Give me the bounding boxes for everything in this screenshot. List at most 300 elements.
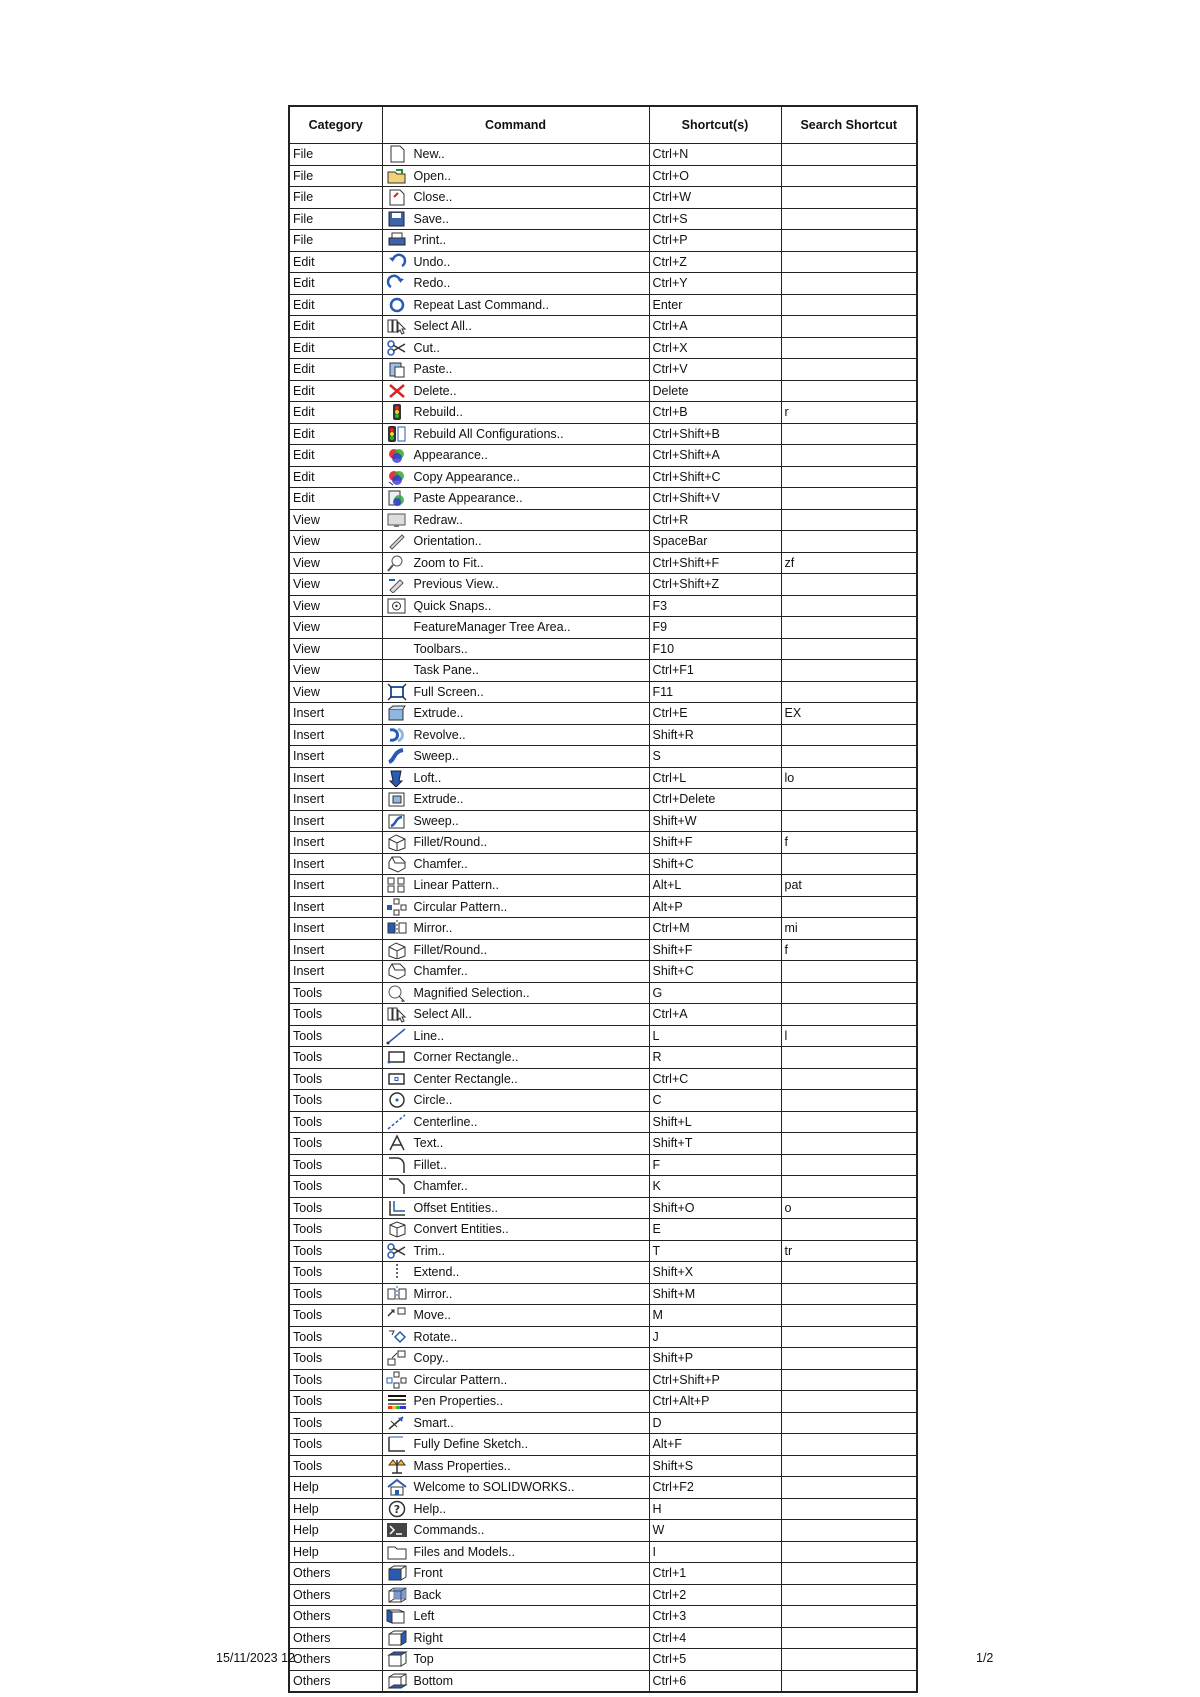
- cell-search-shortcut: [781, 380, 917, 402]
- cell-search-shortcut: [781, 1305, 917, 1327]
- cell-search-shortcut: [781, 961, 917, 983]
- command-label: Mass Properties..: [413, 1458, 511, 1473]
- cell-shortcut: Ctrl+L: [649, 767, 781, 789]
- cell-command: [382, 875, 649, 897]
- cell-search-shortcut: f: [781, 939, 917, 961]
- view-front-icon: [386, 1564, 408, 1582]
- cell-command: [382, 531, 649, 553]
- cell-category: Tools: [289, 1090, 382, 1112]
- command-label: Line..: [413, 1028, 445, 1043]
- cell-command: [382, 574, 649, 596]
- command-label: Centerline..: [413, 1114, 478, 1129]
- cell-command: [382, 251, 649, 273]
- cell-category: Tools: [289, 1025, 382, 1047]
- cell-command: [382, 767, 649, 789]
- command-label: Mirror..: [413, 1286, 453, 1301]
- cell-category: Insert: [289, 853, 382, 875]
- cell-search-shortcut: [781, 638, 917, 660]
- table-row: [289, 1090, 917, 1112]
- move-icon: [386, 1306, 408, 1324]
- cell-command: [382, 1090, 649, 1112]
- cell-search-shortcut: [781, 251, 917, 273]
- cell-search-shortcut: [781, 1455, 917, 1477]
- cell-search-shortcut: l: [781, 1025, 917, 1047]
- cell-shortcut: Shift+P: [649, 1348, 781, 1370]
- cell-shortcut: Ctrl+Y: [649, 273, 781, 295]
- cell-command: [382, 1348, 649, 1370]
- cell-shortcut: K: [649, 1176, 781, 1198]
- cell-shortcut: Alt+L: [649, 875, 781, 897]
- table-row: [289, 1627, 917, 1649]
- cell-search-shortcut: [781, 574, 917, 596]
- cell-category: Tools: [289, 1305, 382, 1327]
- cell-search-shortcut: r: [781, 402, 917, 424]
- cell-command: [382, 208, 649, 230]
- cell-category: Tools: [289, 1111, 382, 1133]
- command-label: Save..: [413, 211, 449, 226]
- table-row: [289, 187, 917, 209]
- cell-command: [382, 316, 649, 338]
- cell-command: [382, 230, 649, 252]
- mass-properties-icon: [386, 1457, 408, 1475]
- view-back-icon: [386, 1586, 408, 1604]
- cell-command: [382, 552, 649, 574]
- command-label: Extrude..: [413, 792, 464, 807]
- cell-search-shortcut: [781, 1606, 917, 1628]
- command-label: Fillet/Round..: [413, 835, 488, 850]
- cell-shortcut: Shift+X: [649, 1262, 781, 1284]
- table-row: [289, 896, 917, 918]
- cell-search-shortcut: [781, 144, 917, 166]
- cell-category: Edit: [289, 294, 382, 316]
- cell-search-shortcut: [781, 466, 917, 488]
- cell-search-shortcut: mi: [781, 918, 917, 940]
- cell-command: [382, 1520, 649, 1542]
- appearance-icon: [386, 446, 408, 464]
- cell-search-shortcut: [781, 187, 917, 209]
- command-label: Orientation..: [413, 534, 482, 549]
- open-folder-icon: [386, 167, 408, 185]
- footer-page-number: 1/2: [976, 1651, 994, 1665]
- table-row: [289, 982, 917, 1004]
- cell-category: Tools: [289, 1068, 382, 1090]
- cell-command: [382, 488, 649, 510]
- cell-command: [382, 1369, 649, 1391]
- cell-command: [382, 1133, 649, 1155]
- cell-search-shortcut: [781, 1434, 917, 1456]
- folder-icon: [386, 1543, 408, 1561]
- cell-category: Tools: [289, 1434, 382, 1456]
- table-row: [289, 423, 917, 445]
- rebuild-all-icon: [386, 425, 408, 443]
- cell-category: Others: [289, 1563, 382, 1585]
- table-row: [289, 1606, 917, 1628]
- trim-icon: [386, 1242, 408, 1260]
- table-row: [289, 1025, 917, 1047]
- cell-command: [382, 1305, 649, 1327]
- cell-shortcut: F11: [649, 681, 781, 703]
- copy-appearance-icon: [386, 468, 408, 486]
- command-label: Convert Entities..: [413, 1222, 509, 1237]
- cell-shortcut: F10: [649, 638, 781, 660]
- command-label: Delete..: [413, 383, 457, 398]
- revolve-icon: [386, 726, 408, 744]
- cell-search-shortcut: f: [781, 832, 917, 854]
- cell-command: [382, 1649, 649, 1671]
- cell-command: [382, 466, 649, 488]
- fully-define-sketch-icon: [386, 1435, 408, 1453]
- cell-shortcut: Shift+R: [649, 724, 781, 746]
- cell-search-shortcut: [781, 1541, 917, 1563]
- cell-category: View: [289, 595, 382, 617]
- select-all-icon: [386, 317, 408, 335]
- cell-search-shortcut: [781, 1348, 917, 1370]
- save-icon: [386, 210, 408, 228]
- command-label: Revolve..: [413, 727, 466, 742]
- command-label: Sweep..: [413, 813, 459, 828]
- cell-search-shortcut: tr: [781, 1240, 917, 1262]
- paste-appearance-icon: [386, 489, 408, 507]
- command-label: Welcome to SOLIDWORKS..: [413, 1480, 575, 1495]
- table-row: [289, 1326, 917, 1348]
- cell-category: Others: [289, 1627, 382, 1649]
- table-row: [289, 144, 917, 166]
- cell-shortcut: Ctrl+A: [649, 1004, 781, 1026]
- cell-shortcut: L: [649, 1025, 781, 1047]
- cell-category: Help: [289, 1477, 382, 1499]
- table-row: [289, 294, 917, 316]
- cell-search-shortcut: [781, 445, 917, 467]
- table-row: [289, 1477, 917, 1499]
- copy-icon: [386, 1349, 408, 1367]
- shortcut-table: [288, 105, 918, 1693]
- cell-command: [382, 294, 649, 316]
- view-bottom-icon: [386, 1672, 408, 1690]
- orientation-icon: [386, 532, 408, 550]
- table-row: [289, 810, 917, 832]
- cell-category: View: [289, 660, 382, 682]
- delete-x-icon: [386, 382, 408, 400]
- cell-category: Insert: [289, 896, 382, 918]
- cell-category: Tools: [289, 1262, 382, 1284]
- sketch-mirror-icon: [386, 1285, 408, 1303]
- cell-shortcut: Shift+C: [649, 961, 781, 983]
- command-label: Mirror..: [413, 921, 453, 936]
- table-row: [289, 445, 917, 467]
- table-row: [289, 208, 917, 230]
- command-label: Zoom to Fit..: [413, 555, 484, 570]
- header-shortcuts: Shortcut(s): [649, 106, 781, 144]
- no-icon: [386, 640, 408, 658]
- cell-shortcut: Ctrl+A: [649, 316, 781, 338]
- cell-category: Others: [289, 1670, 382, 1692]
- sweep-icon: [386, 747, 408, 765]
- cell-shortcut: SpaceBar: [649, 531, 781, 553]
- table-row: [289, 1670, 917, 1692]
- cell-category: Help: [289, 1498, 382, 1520]
- cell-search-shortcut: [781, 617, 917, 639]
- cell-category: Edit: [289, 402, 382, 424]
- convert-entities-icon: [386, 1220, 408, 1238]
- quick-snaps-icon: [386, 597, 408, 615]
- cell-category: View: [289, 638, 382, 660]
- cell-command: [382, 703, 649, 725]
- cell-category: Tools: [289, 982, 382, 1004]
- cell-category: Edit: [289, 316, 382, 338]
- table-row: [289, 1541, 917, 1563]
- cell-command: [382, 1111, 649, 1133]
- cell-category: Edit: [289, 423, 382, 445]
- cell-category: Tools: [289, 1004, 382, 1026]
- extrude-icon: [386, 704, 408, 722]
- table-row: [289, 316, 917, 338]
- no-icon: [386, 661, 408, 679]
- view-left-icon: [386, 1607, 408, 1625]
- table-row: [289, 724, 917, 746]
- cell-search-shortcut: [781, 509, 917, 531]
- cell-category: Others: [289, 1649, 382, 1671]
- cell-search-shortcut: zf: [781, 552, 917, 574]
- cell-category: Tools: [289, 1133, 382, 1155]
- cell-command: [382, 1563, 649, 1585]
- cell-search-shortcut: [781, 1047, 917, 1069]
- sketch-fillet-icon: [386, 1156, 408, 1174]
- cell-shortcut: Shift+L: [649, 1111, 781, 1133]
- command-label: Paste..: [413, 362, 453, 377]
- cell-category: Tools: [289, 1197, 382, 1219]
- previous-view-icon: [386, 575, 408, 593]
- table-row: [289, 638, 917, 660]
- cell-shortcut: Ctrl+Z: [649, 251, 781, 273]
- command-label: Chamfer..: [413, 1179, 468, 1194]
- command-label: Left: [413, 1609, 435, 1624]
- command-label: Loft..: [413, 770, 442, 785]
- command-label: Print..: [413, 233, 447, 248]
- cell-shortcut: D: [649, 1412, 781, 1434]
- table-row: [289, 1154, 917, 1176]
- command-label: Sweep..: [413, 749, 459, 764]
- table-row: [289, 746, 917, 768]
- select-all-icon: [386, 1005, 408, 1023]
- cell-search-shortcut: lo: [781, 767, 917, 789]
- cell-shortcut: Ctrl+M: [649, 918, 781, 940]
- cell-search-shortcut: [781, 1520, 917, 1542]
- cell-shortcut: Ctrl+2: [649, 1584, 781, 1606]
- table-header-row: [289, 106, 917, 144]
- cell-search-shortcut: [781, 660, 917, 682]
- table-row: [289, 337, 917, 359]
- cell-command: [382, 982, 649, 1004]
- extend-icon: [386, 1263, 408, 1281]
- cell-shortcut: Ctrl+V: [649, 359, 781, 381]
- cell-shortcut: Ctrl+3: [649, 1606, 781, 1628]
- command-label: Open..: [413, 168, 452, 183]
- paste-icon: [386, 360, 408, 378]
- header-category: Category: [289, 106, 382, 144]
- table-row: [289, 380, 917, 402]
- table-row: [289, 509, 917, 531]
- cell-category: Insert: [289, 918, 382, 940]
- cell-category: Insert: [289, 939, 382, 961]
- cell-command: [382, 1240, 649, 1262]
- command-label: Circle..: [413, 1093, 453, 1108]
- cell-shortcut: F3: [649, 595, 781, 617]
- command-label: Quick Snaps..: [413, 598, 492, 613]
- table-row: [289, 1262, 917, 1284]
- cell-command: [382, 1455, 649, 1477]
- line-icon: [386, 1027, 408, 1045]
- cell-category: Insert: [289, 810, 382, 832]
- cell-command: [382, 187, 649, 209]
- command-label: Copy Appearance..: [413, 469, 520, 484]
- table-row: [289, 251, 917, 273]
- cell-category: Edit: [289, 273, 382, 295]
- cell-shortcut: F: [649, 1154, 781, 1176]
- cell-search-shortcut: [781, 1090, 917, 1112]
- table-row: [289, 918, 917, 940]
- cell-category: Help: [289, 1541, 382, 1563]
- cell-shortcut: Ctrl+B: [649, 402, 781, 424]
- cell-command: [382, 509, 649, 531]
- cell-category: Tools: [289, 1412, 382, 1434]
- table-row: [289, 552, 917, 574]
- cell-search-shortcut: [781, 1477, 917, 1499]
- table-row: [289, 703, 917, 725]
- redraw-icon: [386, 511, 408, 529]
- cell-shortcut: Ctrl+Shift+B: [649, 423, 781, 445]
- cell-category: File: [289, 144, 382, 166]
- cell-category: Tools: [289, 1240, 382, 1262]
- cell-shortcut: Shift+S: [649, 1455, 781, 1477]
- table-row: [289, 1369, 917, 1391]
- table-row: [289, 1219, 917, 1241]
- cell-command: [382, 337, 649, 359]
- cell-shortcut: Alt+P: [649, 896, 781, 918]
- cell-category: Insert: [289, 746, 382, 768]
- smart-dimension-icon: [386, 1414, 408, 1432]
- command-label: Rebuild All Configurations..: [413, 426, 564, 441]
- cell-command: [382, 660, 649, 682]
- cell-search-shortcut: [781, 1283, 917, 1305]
- cell-command: [382, 273, 649, 295]
- chamfer-icon: [386, 855, 408, 873]
- cell-command: [382, 1412, 649, 1434]
- cell-command: [382, 746, 649, 768]
- cell-search-shortcut: [781, 1563, 917, 1585]
- table-row: [289, 1197, 917, 1219]
- cell-command: [382, 144, 649, 166]
- cell-category: File: [289, 230, 382, 252]
- cell-search-shortcut: [781, 294, 917, 316]
- cell-category: Tools: [289, 1326, 382, 1348]
- table-row: [289, 1004, 917, 1026]
- table-row: [289, 1240, 917, 1262]
- cell-category: View: [289, 509, 382, 531]
- cell-shortcut: Ctrl+O: [649, 165, 781, 187]
- cell-command: [382, 896, 649, 918]
- shortcut-table-container: [288, 105, 916, 1693]
- cell-command: [382, 1262, 649, 1284]
- cell-category: Tools: [289, 1348, 382, 1370]
- view-top-icon: [386, 1650, 408, 1668]
- cell-category: Insert: [289, 961, 382, 983]
- command-label: Bottom: [413, 1673, 454, 1688]
- center-rectangle-icon: [386, 1070, 408, 1088]
- scissors-icon: [386, 339, 408, 357]
- cell-category: Tools: [289, 1047, 382, 1069]
- table-body: [289, 144, 917, 1693]
- cell-shortcut: W: [649, 1520, 781, 1542]
- traffic-light-icon: [386, 403, 408, 421]
- cell-shortcut: Ctrl+F1: [649, 660, 781, 682]
- cell-command: [382, 445, 649, 467]
- command-label: Rebuild..: [413, 405, 463, 420]
- cell-shortcut: C: [649, 1090, 781, 1112]
- table-row: [289, 165, 917, 187]
- cell-category: Tools: [289, 1219, 382, 1241]
- cell-category: Others: [289, 1606, 382, 1628]
- svg-text:?: ?: [393, 1502, 400, 1516]
- sketch-chamfer-icon: [386, 1177, 408, 1195]
- cell-category: Tools: [289, 1176, 382, 1198]
- home-icon: [386, 1478, 408, 1496]
- command-label: Appearance..: [413, 448, 488, 463]
- cell-shortcut: Ctrl+6: [649, 1670, 781, 1692]
- cell-shortcut: Ctrl+4: [649, 1627, 781, 1649]
- pen-properties-icon: [386, 1392, 408, 1410]
- cell-shortcut: Ctrl+W: [649, 187, 781, 209]
- command-label: Corner Rectangle..: [413, 1050, 519, 1065]
- cell-category: Tools: [289, 1455, 382, 1477]
- cell-shortcut: H: [649, 1498, 781, 1520]
- table-row: [289, 402, 917, 424]
- cell-shortcut: Shift+O: [649, 1197, 781, 1219]
- cell-search-shortcut: EX: [781, 703, 917, 725]
- cell-command: [382, 681, 649, 703]
- cell-search-shortcut: [781, 316, 917, 338]
- cell-shortcut: Ctrl+C: [649, 1068, 781, 1090]
- repeat-icon: [386, 296, 408, 314]
- footer-date: 15/11/2023 12: [216, 1651, 296, 1665]
- cell-category: Insert: [289, 789, 382, 811]
- cell-command: [382, 617, 649, 639]
- cell-command: [382, 1606, 649, 1628]
- undo-icon: [386, 253, 408, 271]
- table-row: [289, 1520, 917, 1542]
- view-right-icon: [386, 1629, 408, 1647]
- cell-search-shortcut: [781, 1391, 917, 1413]
- cell-search-shortcut: [781, 337, 917, 359]
- cell-shortcut: Shift+M: [649, 1283, 781, 1305]
- cell-command: [382, 1326, 649, 1348]
- cell-search-shortcut: [781, 165, 917, 187]
- rotate-icon: [386, 1328, 408, 1346]
- cell-search-shortcut: [781, 273, 917, 295]
- command-label: Files and Models..: [413, 1544, 515, 1559]
- command-label: Smart..: [413, 1415, 454, 1430]
- table-row: [289, 574, 917, 596]
- table-row: [289, 488, 917, 510]
- cell-shortcut: Ctrl+Shift+P: [649, 1369, 781, 1391]
- cell-category: Tools: [289, 1369, 382, 1391]
- cell-shortcut: M: [649, 1305, 781, 1327]
- command-label: Trim..: [413, 1243, 445, 1258]
- cell-category: Insert: [289, 767, 382, 789]
- table-row: [289, 359, 917, 381]
- table-row: [289, 939, 917, 961]
- cell-shortcut: Alt+F: [649, 1434, 781, 1456]
- cell-command: [382, 1498, 649, 1520]
